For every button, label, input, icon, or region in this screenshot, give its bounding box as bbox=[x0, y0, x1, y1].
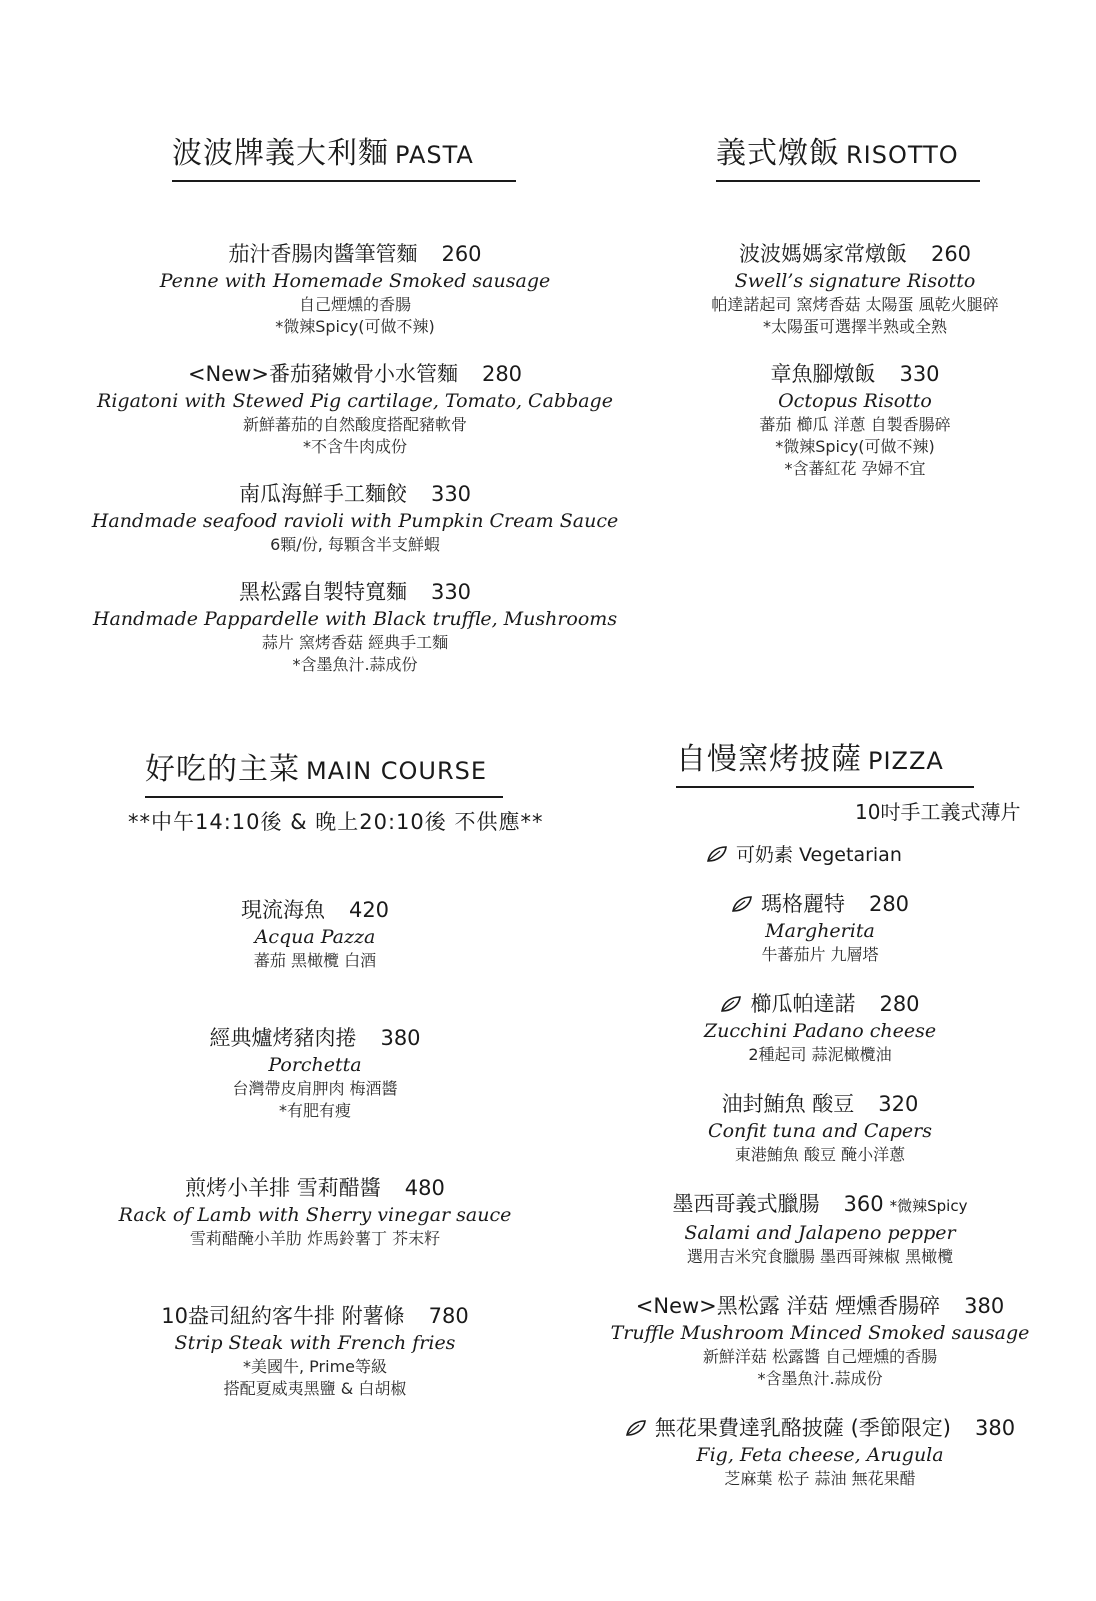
menu-item-price: 260 bbox=[441, 242, 482, 266]
menu-item bbox=[60, 1174, 570, 1250]
menu-item-english-name: Zucchini Padano cheese bbox=[703, 1020, 937, 1042]
menu-item-price: 280 bbox=[879, 992, 920, 1016]
menu-item bbox=[70, 578, 640, 676]
menu-item-english-name: Salami and Jalapeno pepper bbox=[684, 1222, 956, 1244]
pizza-legend bbox=[706, 840, 902, 867]
pizza-title-zh: 自慢窯烤披薩 bbox=[676, 742, 862, 777]
pizza-heading bbox=[676, 734, 974, 788]
menu-item-english-name: Penne with Homemade Smoked sausage bbox=[159, 270, 551, 292]
menu-item-description: *有肥有瘦 bbox=[278, 1101, 351, 1120]
menu-item-description: 新鮮蕃茄的自然酸度搭配豬軟骨 bbox=[242, 415, 467, 434]
menu-item-english-name: Rack of Lamb with Sherry vinegar sauce bbox=[118, 1204, 512, 1226]
menu-item-description: 東港鮪魚 酸豆 醃小洋蔥 bbox=[734, 1145, 906, 1164]
menu-item-english-name: Rigatoni with Stewed Pig cartilage, Tomato, Cabbage bbox=[97, 390, 613, 412]
menu-item bbox=[580, 1292, 1060, 1390]
menu-item-name: 櫛瓜帕達諾 bbox=[750, 992, 856, 1016]
menu-item bbox=[70, 480, 640, 556]
menu-item-name-row bbox=[60, 1174, 570, 1202]
menu-item-name: 油封鮪魚 酸豆 bbox=[721, 1092, 855, 1116]
risotto-title-zh: 義式燉飯 bbox=[716, 136, 840, 171]
menu-item-name-row bbox=[60, 1024, 570, 1052]
menu-item-description: 2種起司 蒜泥橄欖油 bbox=[748, 1045, 892, 1064]
main-heading bbox=[145, 744, 503, 798]
menu-item-english-name: Octopus Risotto bbox=[778, 390, 932, 412]
risotto-heading bbox=[716, 128, 980, 182]
menu-item-english-name: Handmade seafood ravioli with Pumpkin Cream Sauce bbox=[91, 510, 619, 532]
menu-item-name: 黑松露自製特寬麵 bbox=[238, 580, 407, 604]
menu-item bbox=[660, 240, 1050, 338]
menu-item-description: 雪莉醋醃小羊肋 炸馬鈴薯丁 芥末籽 bbox=[189, 1229, 441, 1248]
menu-item-description: 自己煙燻的香腸 bbox=[298, 295, 411, 314]
menu-item-name: 墨西哥義式臘腸 bbox=[672, 1192, 820, 1216]
menu-item bbox=[660, 360, 1050, 480]
menu-item-description: *含蕃紅花 孕婦不宜 bbox=[784, 459, 926, 478]
pizza-legend-label: 可奶素 Vegetarian bbox=[736, 844, 902, 866]
menu-item-description: *微辣Spicy(可做不辣) bbox=[775, 437, 935, 456]
risotto-menu bbox=[660, 240, 1050, 480]
menu-item bbox=[580, 890, 1060, 966]
pasta-menu bbox=[70, 240, 640, 676]
menu-item bbox=[580, 990, 1060, 1066]
menu-item-name: 章魚腳燉飯 bbox=[770, 362, 876, 386]
menu-item-name: <New>番茄豬嫩骨小水管麵 bbox=[187, 362, 458, 386]
menu-item-description: *不含牛肉成份 bbox=[302, 437, 407, 456]
menu-item-name: 10盎司紐約客牛排 附薯條 bbox=[161, 1304, 405, 1328]
menu-item-price: 360 bbox=[843, 1192, 884, 1216]
menu-item-description: *含墨魚汁.蒜成份 bbox=[757, 1369, 883, 1388]
menu-item-price: 330 bbox=[430, 482, 472, 506]
menu-item-name-row bbox=[70, 360, 640, 388]
menu-item-price: 780 bbox=[428, 1304, 469, 1328]
main-course-notice: **中午14:10後 & 晚上20:10後 不供應** bbox=[128, 810, 544, 834]
menu-item-description: *美國牛, Prime等級 bbox=[243, 1357, 387, 1376]
menu-item-english-name: Porchetta bbox=[268, 1054, 362, 1076]
menu-item-description: *含墨魚汁.蒜成份 bbox=[292, 655, 418, 674]
menu-item-price: 330 bbox=[430, 580, 472, 604]
menu-item-name: 現流海魚 bbox=[240, 898, 325, 922]
menu-item-name-row bbox=[60, 896, 570, 924]
menu-item-description: 台灣帶皮肩胛肉 梅酒醬 bbox=[232, 1079, 398, 1098]
pasta-title-en: PASTA bbox=[395, 141, 474, 169]
pasta-heading bbox=[172, 128, 516, 182]
menu-item-name-row bbox=[70, 480, 640, 508]
menu-item-description: *微辣Spicy(可做不辣) bbox=[275, 317, 435, 336]
menu-item-description: 帕達諾起司 窯烤香菇 太陽蛋 風乾火腿碎 bbox=[711, 295, 999, 314]
menu-item-description: 蕃茄 櫛瓜 洋蔥 自製香腸碎 bbox=[759, 415, 951, 434]
menu-item-name: 瑪格麗特 bbox=[760, 892, 845, 916]
menu-item-price: 320 bbox=[878, 1092, 919, 1116]
menu-item-name-row bbox=[580, 1414, 1060, 1442]
leaf-icon bbox=[731, 895, 753, 913]
menu-item-english-name: Fig, Feta cheese, Arugula bbox=[696, 1444, 944, 1466]
menu-item-description: 選用吉米究食臘腸 墨西哥辣椒 黑橄欖 bbox=[686, 1247, 954, 1266]
menu-item-name: 南瓜海鮮手工麵餃 bbox=[238, 482, 407, 506]
menu-item-name-row bbox=[70, 240, 640, 268]
menu-item-price: 380 bbox=[380, 1026, 421, 1050]
menu-item-price: 280 bbox=[481, 362, 523, 386]
leaf-icon bbox=[720, 995, 742, 1013]
menu-item-name-row bbox=[580, 1292, 1060, 1320]
menu-item-description: *太陽蛋可選擇半熟或全熟 bbox=[762, 317, 947, 336]
leaf-icon bbox=[706, 845, 728, 863]
menu-item-price: 380 bbox=[974, 1416, 1016, 1440]
menu-item-name: 經典爐烤豬肉捲 bbox=[209, 1026, 357, 1050]
menu-item-name-row bbox=[60, 1302, 570, 1330]
menu-item-description: 新鮮洋菇 松露醬 自己煙燻的香腸 bbox=[702, 1347, 938, 1366]
menu-item-name-row bbox=[580, 1090, 1060, 1118]
menu-item-english-name: Confit tuna and Capers bbox=[708, 1120, 932, 1142]
menu-item-name: 煎烤小羊排 雪莉醋醬 bbox=[185, 1176, 381, 1200]
menu-item-name-row bbox=[580, 1190, 1060, 1220]
pizza-title-en: PIZZA bbox=[868, 747, 944, 775]
menu-item-price: 420 bbox=[348, 898, 390, 922]
menu-item-english-name: Acqua Pazza bbox=[254, 926, 376, 948]
menu-item-price: 260 bbox=[930, 242, 972, 266]
menu-item-price: 330 bbox=[899, 362, 940, 386]
menu-item-name-row bbox=[660, 240, 1050, 268]
menu-item-description: 6顆/份, 每顆含半支鮮蝦 bbox=[270, 535, 440, 554]
menu-item-price: 380 bbox=[964, 1294, 1005, 1318]
menu-item-name: 無花果費達乳酪披薩 (季節限定) bbox=[654, 1416, 951, 1440]
menu-item-name: 波波媽媽家常燉飯 bbox=[738, 242, 907, 266]
menu-item-description: 蕃茄 黑橄欖 白酒 bbox=[253, 951, 377, 970]
menu-item-description: 搭配夏威夷黑鹽 & 白胡椒 bbox=[223, 1379, 407, 1398]
pasta-title-zh: 波波牌義大利麵 bbox=[172, 136, 389, 171]
menu-item bbox=[60, 896, 570, 972]
main-course-menu bbox=[60, 896, 570, 1400]
menu-item-price: 280 bbox=[868, 892, 910, 916]
risotto-title-en: RISOTTO bbox=[846, 141, 959, 169]
leaf-icon bbox=[625, 1419, 647, 1437]
menu-item-name-row bbox=[580, 890, 1060, 918]
main-title-zh: 好吃的主菜 bbox=[145, 752, 300, 787]
menu-item bbox=[580, 1190, 1060, 1268]
menu-item-english-name: Margherita bbox=[765, 920, 875, 942]
menu-item-name: <New>黑松露 洋菇 煙燻香腸碎 bbox=[635, 1294, 941, 1318]
menu-item-name-row bbox=[70, 578, 640, 606]
menu-item-english-name: Truffle Mushroom Minced Smoked sausage bbox=[610, 1322, 1030, 1344]
menu-item-english-name: Swell’s signature Risotto bbox=[734, 270, 976, 292]
spicy-note: *微辣Spicy bbox=[889, 1197, 968, 1215]
menu-item-english-name: Strip Steak with French fries bbox=[174, 1332, 456, 1354]
menu-item-price: 480 bbox=[404, 1176, 445, 1200]
menu-item bbox=[70, 360, 640, 458]
menu-item-name: 茄汁香腸肉醬筆管麵 bbox=[228, 242, 418, 266]
main-title-en: MAIN COURSE bbox=[306, 757, 488, 785]
menu-item-description: 蒜片 窯烤香菇 經典手工麵 bbox=[261, 633, 449, 652]
menu-item bbox=[580, 1090, 1060, 1166]
menu-item-name-row bbox=[580, 990, 1060, 1018]
menu-item-english-name: Handmade Pappardelle with Black truffle, Mushrooms bbox=[92, 608, 618, 630]
menu-item bbox=[60, 1024, 570, 1122]
menu-item bbox=[70, 240, 640, 338]
menu-item-description: 牛蕃茄片 九層塔 bbox=[761, 945, 879, 964]
menu-item-description: 芝麻葉 松子 蒜油 無花果醋 bbox=[724, 1469, 916, 1488]
pizza-subtitle: 10吋手工義式薄片 bbox=[855, 800, 1021, 824]
menu-item-name-row bbox=[660, 360, 1050, 388]
menu-item bbox=[580, 1414, 1060, 1490]
pizza-menu bbox=[580, 890, 1060, 1490]
menu-item bbox=[60, 1302, 570, 1400]
